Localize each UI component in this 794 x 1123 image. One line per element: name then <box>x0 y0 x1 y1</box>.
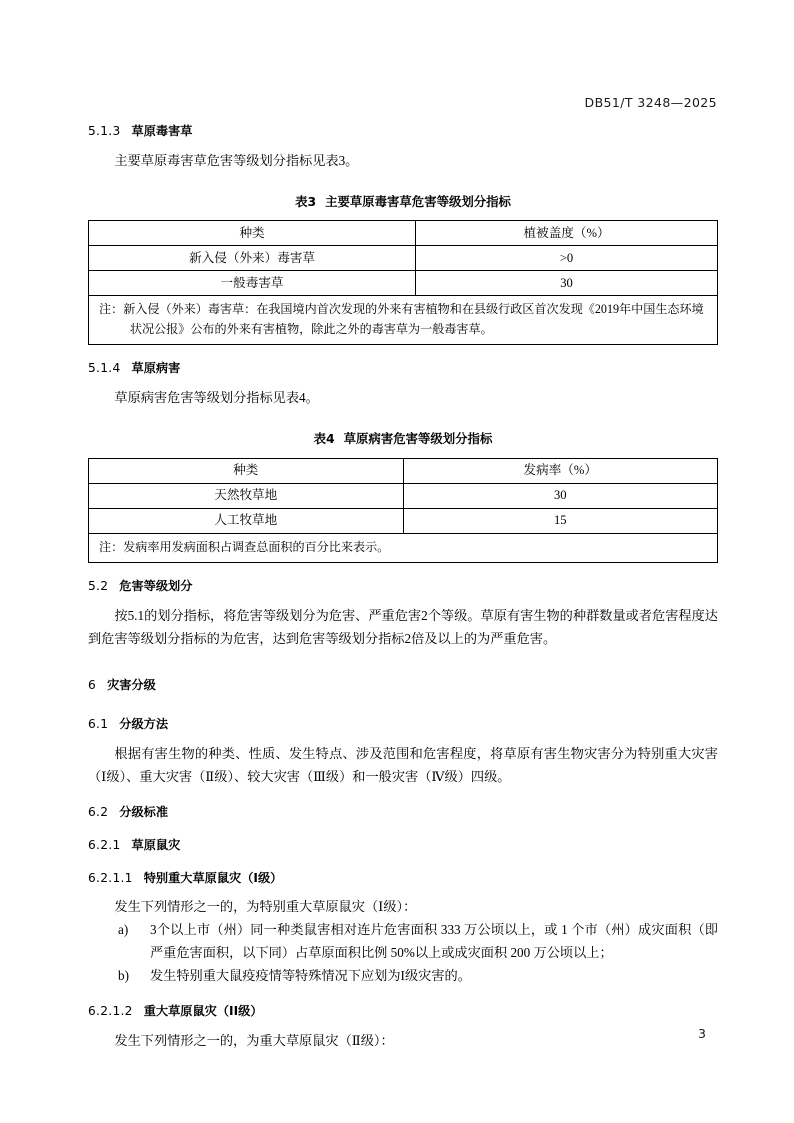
heading-6-2-1-2-title: 重大草原鼠灾（II级） <box>143 1004 263 1019</box>
paragraph-6-2-1-2-lead: 发生下列情形之一的，为重大草原鼠灾（Ⅱ级）： <box>114 1032 394 1048</box>
heading-6-1 <box>88 715 718 734</box>
list-item <box>88 965 718 988</box>
heading-6-1-title: 分级方法 <box>119 717 169 732</box>
heading-5-1-3-title: 草原毒害草 <box>131 124 193 138</box>
table4-r0-value: 30 <box>403 483 718 508</box>
table-row <box>89 508 718 533</box>
table4-caption <box>88 430 718 449</box>
heading-6-2-1-2 <box>88 1002 718 1021</box>
list-item-marker: b) <box>118 968 129 984</box>
paragraph-5-1-4: 草原病害危害等级划分指标见表4。 <box>114 390 319 406</box>
table3-r0-value: >0 <box>416 246 718 271</box>
heading-5-1-4 <box>88 359 718 378</box>
table4-note-line1: 注：发病率用发病面积占调查总面积的百分比来表示。 <box>99 539 390 554</box>
table3-r1-value: 30 <box>416 271 718 296</box>
table3 <box>88 220 718 345</box>
heading-6-2-1-title: 草原鼠灾 <box>131 837 181 852</box>
heading-5-2-number: 5.2 <box>88 579 109 594</box>
table3-note-line2: 状况公报》公布的外来有害植物，除此之外的毒害草为一般毒害草。 <box>129 321 493 336</box>
paragraph-5-2: 按5.1的划分指标，将危害等级划分为危害、严重危害2个等级。草原有害生物的种群数量或者危害程度达到危害等级划分指标的为危害，达到危害等级划分指标2倍及以上的为严重危害。 <box>88 608 718 646</box>
table-row <box>89 271 718 296</box>
table3-col-header-category: 种类 <box>89 221 416 246</box>
table3-note-line1: 注：新入侵（外来）毒害草：在我国境内首次发现的外来有害植物和在县级行政区首次发现《2019年中国生态环境 <box>99 302 704 317</box>
heading-6-2-1-1-number: 6.2.1.1 <box>88 870 133 885</box>
list-6-2-1-1 <box>88 919 718 988</box>
list-item <box>88 919 718 965</box>
heading-6-1-number: 6.1 <box>88 717 109 732</box>
heading-5-1-4-number: 5.1.4 <box>88 361 121 376</box>
heading-6-title: 灾害分级 <box>107 678 156 693</box>
table4 <box>88 458 718 564</box>
heading-6-2-1 <box>88 836 718 855</box>
heading-5-2 <box>88 577 718 596</box>
heading-6-2-title: 分级标准 <box>119 804 169 819</box>
table4-note <box>89 533 718 563</box>
running-header-standard-code: DB51/T 3248—2025 <box>584 95 717 110</box>
table4-note-row <box>89 533 718 563</box>
heading-5-1-3 <box>88 122 718 141</box>
paragraph-6-1: 根据有害生物的种类、性质、发生特点、涉及范围和危害程度，将草原有害生物灾害分为特别重大灾害（Ⅰ级）、重大灾害（Ⅱ级）、较大灾害（Ⅲ级）和一般灾害（Ⅳ级）四级。 <box>88 746 718 784</box>
table4-r1-value: 15 <box>403 508 718 533</box>
list-item-marker: a) <box>118 922 129 938</box>
table4-header-row <box>89 458 718 483</box>
heading-5-1-3-number: 5.1.3 <box>88 124 121 138</box>
heading-6-2-1-2-number: 6.2.1.2 <box>88 1004 133 1019</box>
heading-6-2-1-1 <box>88 869 718 888</box>
table3-r1-category: 一般毒害草 <box>89 271 416 296</box>
table3-caption-title: 主要草原毒害草危害等级划分指标 <box>325 193 511 209</box>
table-row <box>89 246 718 271</box>
heading-5-1-4-title: 草原病害 <box>131 361 181 376</box>
table4-col-header-incidence: 发病率（%） <box>403 458 718 483</box>
heading-6-2 <box>88 803 718 822</box>
heading-6-2-1-number: 6.2.1 <box>88 837 121 852</box>
list-item-text: 3个以上市（州）同一种类鼠害相对连片危害面积 333 万公顷以上，或 1 个市（州）成灾面积（即严重危害面积，以下同）占草原面积比例 50%以上或成灾面积 200 万公顷以上； <box>150 922 718 961</box>
table3-caption <box>88 193 718 212</box>
table4-caption-title: 草原病害危害等级划分指标 <box>343 430 493 446</box>
paragraph-5-1-3: 主要草原毒害草危害等级划分指标见表3。 <box>114 152 359 168</box>
table4-caption-label: 表4 <box>313 430 335 446</box>
table4-col-header-category: 种类 <box>89 458 404 483</box>
table3-header-row <box>89 221 718 246</box>
table3-note-row <box>89 296 718 345</box>
page-number: 3 <box>698 1026 706 1041</box>
table-row <box>89 483 718 508</box>
document-body <box>88 122 718 1053</box>
list-item-text: 发生特别重大鼠疫疫情等特殊情况下应划为I级灾害的。 <box>150 968 471 984</box>
heading-6-number: 6 <box>88 678 97 693</box>
table3-col-header-coverage: 植被盖度（%） <box>416 221 718 246</box>
heading-6-2-number: 6.2 <box>88 804 109 819</box>
table4-r0-category: 天然牧草地 <box>89 483 404 508</box>
table3-note <box>89 296 718 345</box>
paragraph-6-2-1-1-lead: 发生下列情形之一的，为特别重大草原鼠灾（Ⅰ级）： <box>114 899 417 915</box>
heading-6-2-1-1-title: 特别重大草原鼠灾（Ⅰ级） <box>143 870 283 885</box>
table3-r0-category: 新入侵（外来）毒害草 <box>89 246 416 271</box>
heading-6 <box>88 676 718 695</box>
heading-5-2-title: 危害等级划分 <box>119 579 193 594</box>
table3-caption-label: 表3 <box>295 193 317 209</box>
table4-r1-category: 人工牧草地 <box>89 508 404 533</box>
